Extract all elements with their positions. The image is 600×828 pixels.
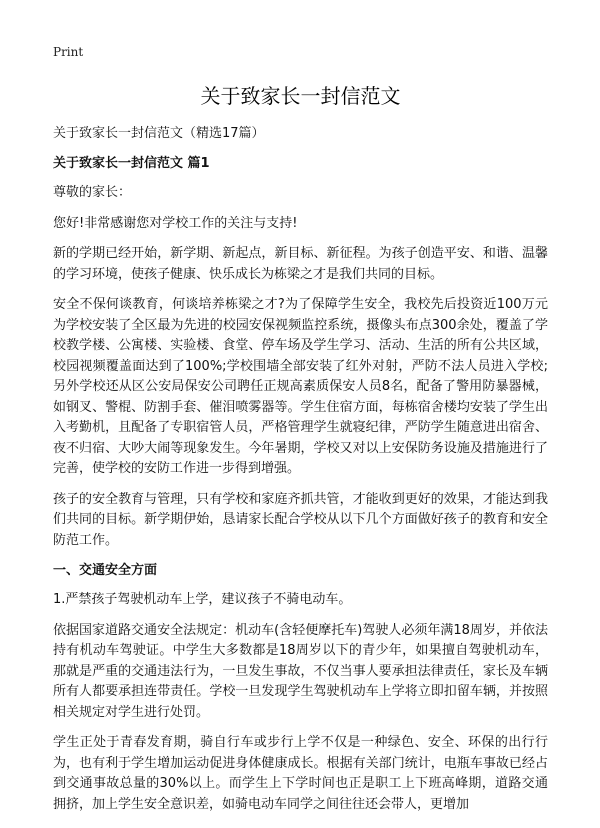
- greeting: 尊敬的家长：: [53, 185, 132, 200]
- page-title: 关于致家长一封信范文: [200, 84, 401, 108]
- paragraph: 安全不保何谈教育，何谈培养栋梁之才?为了保障学生安全，我校先后投资近100万元为学校安装了全区最为先进的校园安保视频监控系统，摄像头布点300余处，覆盖了学校教学楼、公寓楼、实验楼、食堂、停车场及学生学习、活动、生活的所有公共区域，校园视频覆盖面达到了100%;学校围墙全部安装了红外对射，严防不法人员进入学校;另外学校还从区公安局保安公司聘任正规高素质保安人员8名，配备了警用防暴器械，如钢叉、警棍、防割手套、催泪喷雾器等。学生住宿方面，每栋宿舍楼均安装了学生出入考勤机，且配备了专职宿管人员，严格管理学生就寝纪律，严防学生随意进出宿舍、夜不归宿、大吵大闹等现象发生。今年暑期，学校又对以上安保防务设施及措施进行了完善，使学校的安防工作进一步得到增强。: [53, 297, 548, 476]
- paragraph: 新的学期已经开始，新学期、新起点，新目标、新征程。为孩子创造平安、和谐、温馨的学习环境，使孩子健康、快乐成长为栋梁之才是我们共同的目标。: [53, 246, 548, 282]
- paragraph: 依据国家道路交通安全法规定：机动车(含轻便摩托车)驾驶人必须年满18周岁，并依法持有机动车驾驶证。中学生大多数都是18周岁以下的青少年，如果擅自驾驶机动车，那就是严重的交通违法行为，一旦发生事故，不仅当事人要承担法律责任，家长及车辆所有人都要承担连带责任。学校一旦发现学生驾驶机动车上学将立即扣留车辆，并按照相关规定对学生进行处罚。: [53, 622, 548, 720]
- document-subtitle: 关于致家长一封信范文（精选17篇）: [53, 126, 265, 141]
- paragraph: 学生正处于青春发育期，骑自行车或步行上学不仅是一种绿色、安全、环保的出行行为，也有利于学生增加运动促进身体健康成长。根据有关部门统计，电瓶车事故已经占到交通事故总量的30%以上。而学生上下学时间也正是职工上下班高峰期，道路交通拥挤，加上学生安全意识差，如骑电动车同学之间往往还会带人，更增加: [53, 735, 548, 812]
- list-item: 1.严禁孩子驾驶机动车上学，建议孩子不骑电动车。: [53, 592, 352, 607]
- subheading-traffic-safety: 一、交通安全方面: [53, 563, 158, 578]
- print-link[interactable]: Print: [53, 45, 84, 59]
- paragraph: 孩子的安全教育与管理，只有学校和家庭齐抓共管，才能收到更好的效果，才能达到我们共同的目标。新学期伊始，恳请家长配合学校从以下几个方面做好孩子的教育和安全防范工作。: [53, 491, 548, 548]
- paragraph: 您好!非常感谢您对学校工作的关注与支持!: [53, 215, 298, 231]
- section-heading: 关于致家长一封信范文 篇1: [53, 156, 210, 171]
